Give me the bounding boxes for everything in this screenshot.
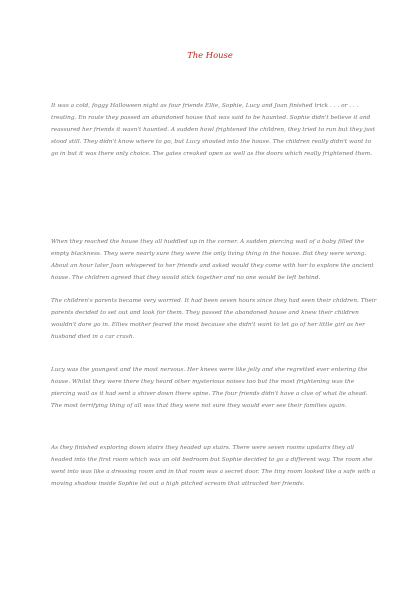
story-paragraph-1: It was a cold, foggy Halloween night as four friends Ellie, Sophie, Lucy and Joan finished trick . . . or . . . treating. En route they passed an abandoned house that was said to be haunted. Sophie didn't believe it and reassured her friends it wasn't haunted. A sudden howl frightened the children, they tried to run but they just stood still. They didn't know where to go, but Lucy shouted into the house. The children really didn't want to go in but it was there only choice. The gates creaked open as well as the doors which really frightened them. [51, 103, 376, 157]
story-paragraph-5: As they finished exploring down stairs they headed up stairs. There were seven rooms upstairs they all headed into the first room which was an old bedroom but Sophie decided to go a different way. The room she went into was like a dressing room and in that room was a secret door. The tiny room looked like a safe with a moving shadow inside Sophie let out a high pitched scream that attracted her friends. [51, 445, 376, 487]
story-paragraph-4: Lucy was the youngest and the most nervous. Her knees were like jelly and she regretted ever entering the house. Whilst they were there they heard other mysterious noises too but the most frightening was the piercing wail as it had sent a shiver down there spine. The four friends didn't have a clue of what lie ahead. The most terrifying thing of all was that they were not sure they would ever see their families again. [51, 367, 368, 409]
story-paragraph-2: When they reached the house they all huddled up in the corner. A sudden piercing wail of a baby filled the empty blackness. They were nearly sure they were the only living thing in the house. But they were wrong. About an hour later Joan whispered to her friends and asked would they come with her to explore the ancient house. The children agreed that they would stick together and no one would be left behind. [51, 239, 374, 281]
story-paragraph-3: The children's parents became very worried. It had been seven hours since they had seen their children. Their parents decided to set out and look for them. They passed the abandoned house and knew their children wouldn't dare go in. Ellies mother feared the most because she didn't want to let go of her little girl as her husband died in a car crash. [51, 298, 377, 340]
page-title: The House [187, 50, 233, 60]
